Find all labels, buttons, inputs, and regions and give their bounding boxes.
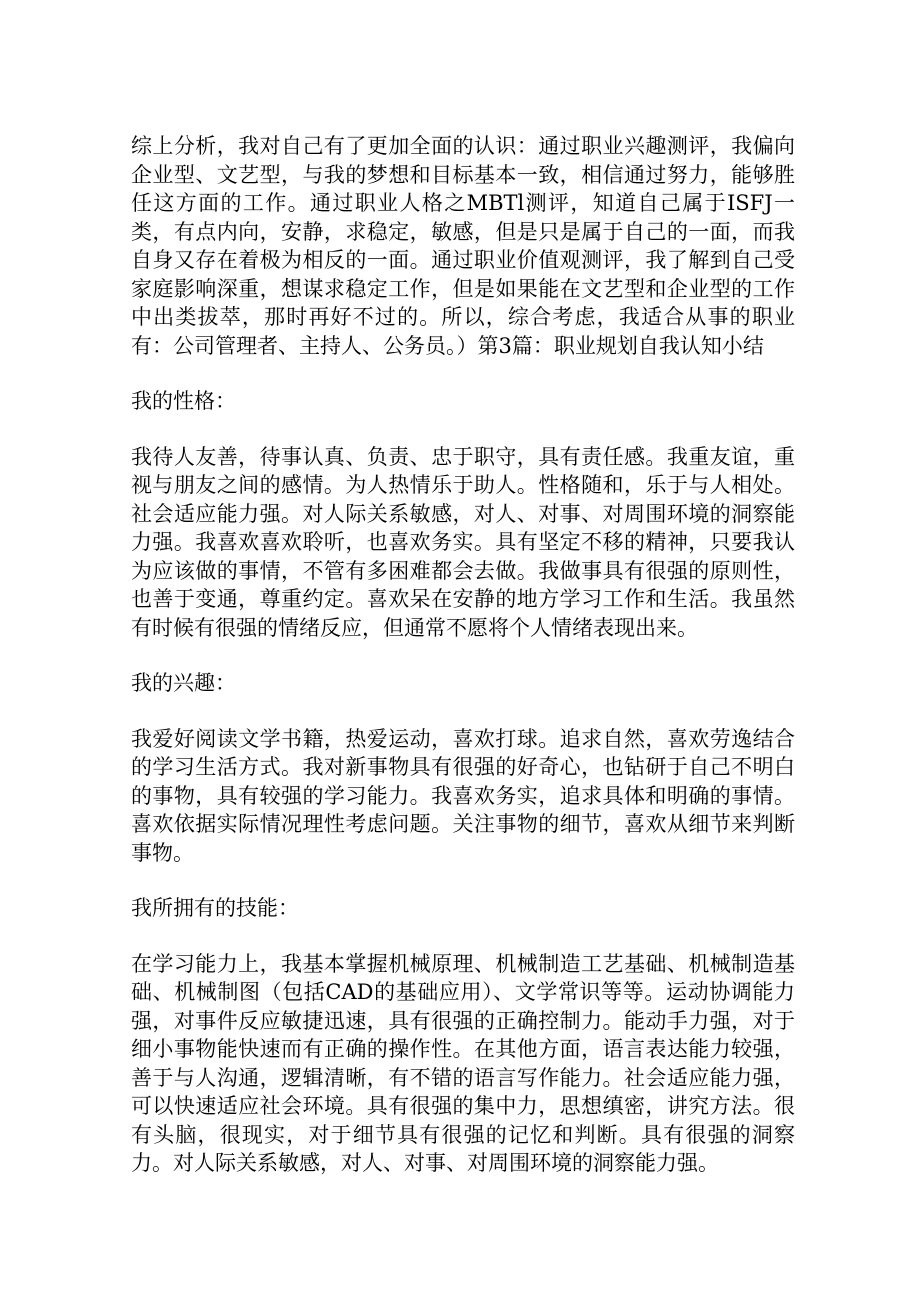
document-page — [131, 132, 795, 1205]
interests-paragraph: 我爱好阅读文学书籍，热爱运动，喜欢打球。追求自然，喜欢劳逸结合的学习生活方式。我对新事物具有很强的好奇心，也钻研于自己不明白的事物，具有较强的学习能力。我喜欢务实，追求具体和明确的事情。喜欢依据实际情况理性考虑问题。关注事物的细节，喜欢从细节来判断事物。 — [131, 726, 795, 865]
summary-paragraph: 综上分析，我对自己有了更加全面的认识：通过职业兴趣测评，我偏向企业型、文艺型，与我的梦想和目标基本一致，相信通过努力，能够胜任这方面的工作。通过职业人格之MBTl测评，知道自己属于ISFJ一类，有点内向，安静，求稳定，敏感，但是只是属于自己的一面，而我自身又存在着极为相反的一面。通过职业价值观测评，我了解到自己受家庭影响深重，想谋求稳定工作，但是如果能在文艺型和企业型的工作中出类拔萃，那时再好不过的。所以，综合考虑，我适合从事的职业有：公司管理者、主持人、公务员。）第3篇：职业规划自我认知小结 — [131, 134, 795, 358]
personality-paragraph: 我待人友善，待事认真、负责、忠于职守，具有责任感。我重友谊，重视与朋友之间的感情。为人热情乐于助人。性格随和，乐于与人相处。社会适应能力强。对人际关系敏感，对人、对事、对周围环境的洞察能力强。我喜欢喜欢聆听，也喜欢务实。具有坚定不移的精神，只要我认为应该做的事情，不管有多困难都会去做。我做事具有很强的原则性，也善于变通，尊重约定。喜欢呆在安静的地方学习工作和生活。我虽然有时候有很强的情绪反应，但通常不愿将个人情绪表现出来。 — [131, 444, 795, 640]
interests-heading: 我的兴趣： — [131, 671, 236, 695]
personality-heading: 我的性格： — [131, 389, 236, 413]
skills-paragraph: 在学习能力上，我基本掌握机械原理、机械制造工艺基础、机械制造基础、机械制图（包括CAD的基础应用）、文学常识等等。运动协调能力强，对事件反应敏捷迅速，具有很强的正确控制力。能动手力强，对于细小事物能快速而有正确的操作性。在其他方面，语言表达能力较强，善于与人沟通，逻辑清晰，有不错的语言写作能力。社会适应能力强，可以快速适应社会环境。具有很强的集中力，思想缜密，讲究方法。很有头脑，很现实，对于细节具有很强的记忆和判断。具有很强的洞察力。对人际关系敏感，对人、对事、对周围环境的洞察能力强。 — [131, 951, 795, 1175]
skills-heading: 我所拥有的技能： — [131, 896, 299, 920]
